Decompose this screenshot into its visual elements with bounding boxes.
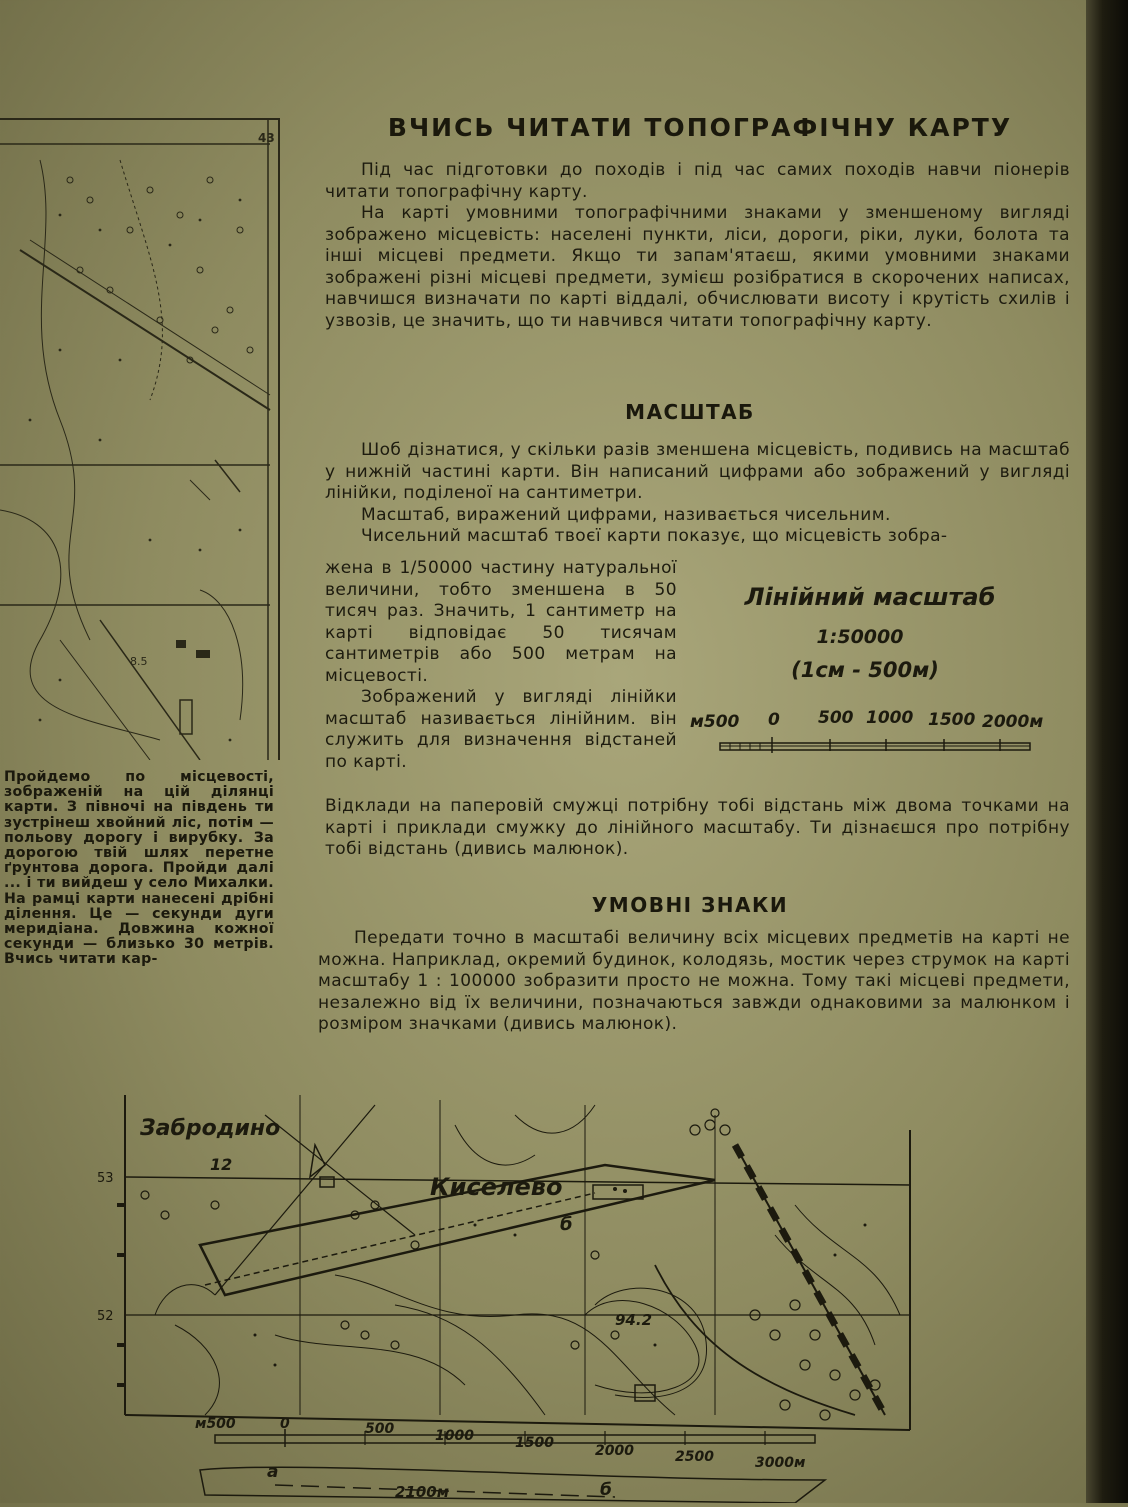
linear-scale-drawing: [690, 575, 1060, 765]
scale-text-narrow: [325, 558, 677, 773]
bottom-scale-tick: м500: [195, 1416, 236, 1432]
strip-point-a: а: [267, 1462, 279, 1482]
bottom-scale-tick: 2500: [675, 1449, 714, 1465]
scale-tick-label: 500: [818, 708, 854, 728]
scale-tick-label: 1000: [866, 708, 914, 728]
left-map-fragment: [0, 118, 280, 760]
svg-text:8.5: 8.5: [130, 655, 148, 668]
signs-section-title: УМОВНІ ЗНАКИ: [591, 893, 789, 917]
page-edge-shadow: [1086, 0, 1128, 1503]
bottom-topographic-map: [95, 1085, 925, 1503]
scale-paragraph-1: Шоб дізнатися, у скільки разів зменшена місцевість, подивись на масштаб у нижній частині карти. Він написаний цифрами або зображений у вигляді лінійки, поділеної на сантиметри.: [325, 440, 1070, 503]
scale-figure-ratio: 1:50000: [816, 626, 904, 648]
scale-text-bottom: [325, 796, 1070, 861]
scale-tick-label: м500: [690, 712, 740, 732]
signs-text: [318, 928, 1070, 1036]
scale-tick-label: 0: [768, 710, 780, 730]
elevation-label: 94.2: [615, 1311, 653, 1329]
grid-label: 52: [97, 1309, 114, 1324]
bottom-scale-tick: 1500: [515, 1435, 554, 1451]
scale-figure-heading: Лінійний масштаб: [744, 583, 996, 611]
signs-paragraph-1: Передати точно в масштабі величину всіх місцевих предметів на карті не можна. Наприклад, окремий будинок, колодязь, мостик через струмок на карті масштабу 1 : 100000 зобразити просто не можна. Тому такі місцеві предмети, незалежно від їх величини, позначаються завжди однаковими за малюнком і розміром значками (дивись малюнок).: [318, 928, 1070, 1034]
linear-scale-figure: [690, 575, 1060, 765]
scale-tick-label: 2000м: [982, 712, 1044, 732]
scale-paragraph-4-cont: Відклади на паперовій смужці потрібну тобі відстань між двома точками на карті і приклади смужку до лінійного масштабу. Ти дізнаєшся про потрібну тобі відстань (дивись малюнок).: [325, 796, 1070, 859]
left-map-drawing: [0, 120, 278, 760]
bottom-scale-tick: 500: [365, 1421, 395, 1437]
scale-figure-equivalence: (1см - 500м): [791, 658, 939, 682]
scale-section-title: МАСШТАБ: [625, 400, 755, 424]
scale-ruler: [720, 737, 1030, 753]
bottom-scale-tick: 1000: [435, 1428, 474, 1444]
scale-paragraph-3-start: Чисельний масштаб твоєї карти показує, що місцевість зобра-: [361, 526, 948, 546]
scale-paragraph-4-start: Зображений у вигляді лінійки масштаб називається лінійним. він служить для визначення відстаней по карті.: [325, 687, 677, 772]
bottom-scale-tick: 0: [280, 1416, 290, 1432]
scale-text-top: [325, 440, 1070, 548]
strip-point-b: б: [600, 1480, 612, 1500]
left-map-caption: Пройдемо по місцевості, зображеній на цій ділянці карти. З півночі на південь ти зустрінеш хвойний ліс, потім — польову дорогу і вирубку. За дорогою твій шлях перетне ґрунтова дорога. Пройди далі ... і ти вийдеш у село Михалки. На рамці карти нанесені дрібні ділення. Це — секунди дуги меридіана. Довжина кожної секунди — близько 30 метрів. Вчись читати кар-: [4, 769, 274, 968]
scale-tick-label: 1500: [928, 710, 976, 730]
scale-paragraph-3-cont: жена в 1/50000 частину натуральної величини, тобто зменшена в 50 тисяч раз. Значить, 1 сантиметр на карті відповідає 50 тисячам сантиметрів або 500 метрам на місцевості.: [325, 558, 677, 686]
map-number-label: 12: [210, 1155, 233, 1174]
map-corner-label: 43: [258, 131, 275, 145]
paper-strip: [200, 1467, 825, 1503]
intro-paragraph-1: Під час підготовки до походів і під час самих походів навчи піонерів читати топографічну карту.: [325, 160, 1070, 202]
map-point-label: б: [560, 1214, 573, 1235]
village-label: Киселево: [430, 1173, 563, 1201]
grid-label: 53: [97, 1171, 114, 1186]
page-title: ВЧИСЬ ЧИТАТИ ТОПОГРАФІЧНУ КАРТУ: [387, 113, 1013, 142]
strip-distance-label: 2100м: [395, 1483, 450, 1501]
scale-paragraph-2: Масштаб, виражений цифрами, називається чисельним.: [361, 504, 891, 525]
village-label: Забродино: [140, 1116, 281, 1141]
bottom-scale-tick: 2000: [595, 1443, 634, 1459]
bottom-scale-tick: 3000м: [755, 1455, 806, 1471]
intro-text: [325, 160, 1070, 332]
bottom-map-drawing: [95, 1085, 925, 1503]
intro-paragraph-2: На карті умовними топографічними знаками у зменшеному вигляді зображено місцевість: населені пункти, ліси, дороги, ріки, луки, болота та інші місцеві предмети. Якщо ти запам'ятаєш, якими умовними знаками зображені різні місцеві предмети, зумієш розібратися в скорочених написах, навчишся визначати по карті віддалі, обчислювати висоту і крутість схилів і узвозів, це значить, що ти навчився читати топографічну карту.: [325, 203, 1070, 331]
